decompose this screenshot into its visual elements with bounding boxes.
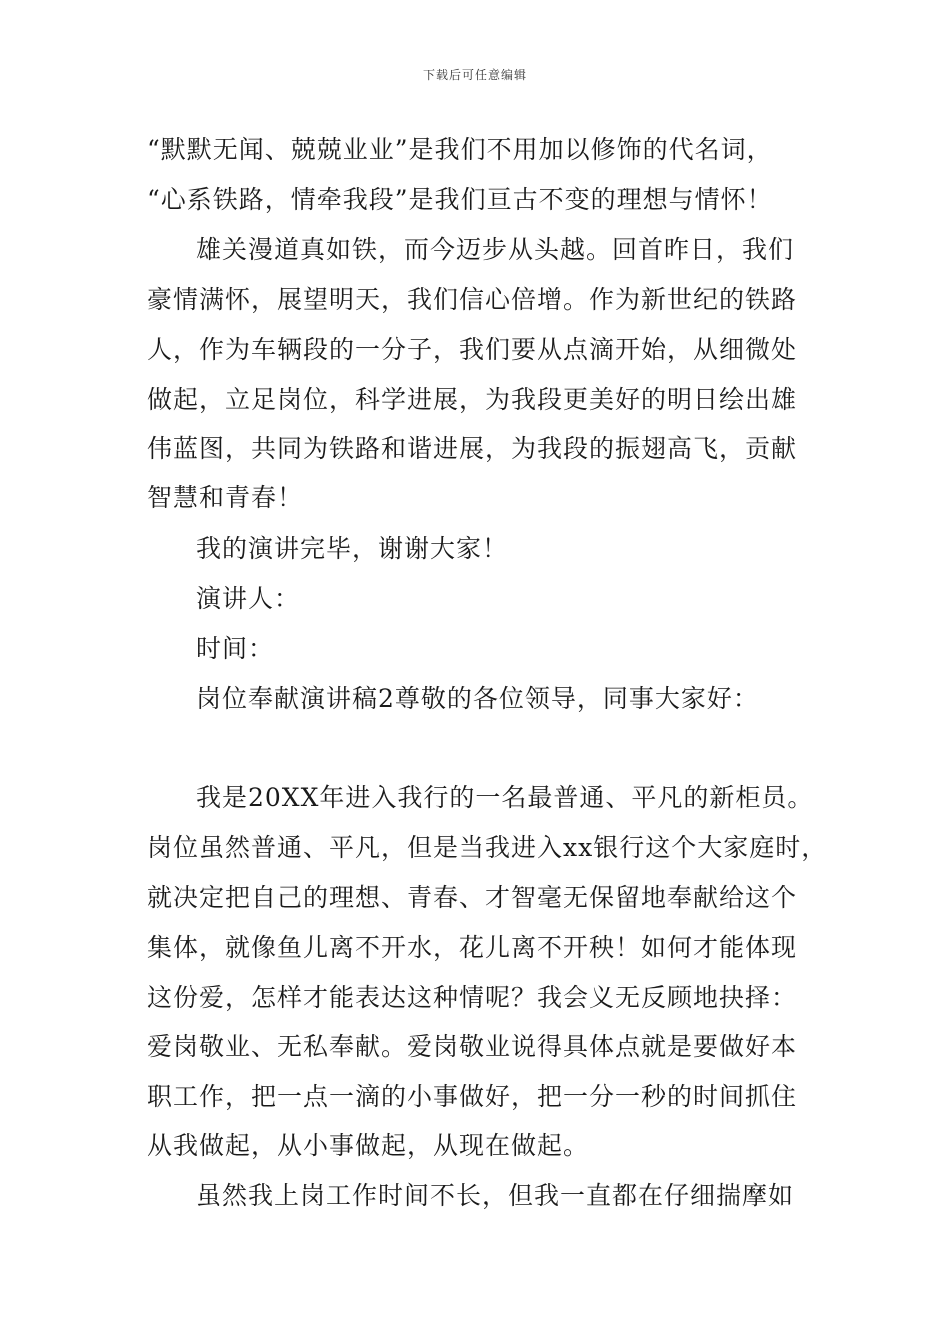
text-line: 人，作为车辆段的一分子，我们要从点滴开始，从细微处: [147, 335, 798, 364]
text-line: 雄关漫道真如铁，而今迈步从头越。回首昨日，我们: [196, 235, 795, 264]
text-line: 伟蓝图，共同为铁路和谐进展，为我段的振翅高飞，贡献: [147, 434, 798, 463]
header-note: 下载后可任意编辑: [422, 68, 527, 82]
text-line: 从我做起，从小事做起，从现在做起。: [147, 1131, 590, 1160]
text-line: 豪情满怀，展望明天，我们信心倍增。作为新世纪的铁路: [147, 285, 798, 314]
text-line: 时间：: [196, 634, 275, 663]
text-line: “心系铁路，情牵我段”是我们亘古不变的理想与情怀！: [147, 185, 773, 214]
text-line: 我的演讲完毕，谢谢大家！: [196, 534, 509, 563]
text-line: 我是20XX年进入我行的一名最普通、平凡的新柜员。: [196, 783, 814, 812]
text-line: 就决定把自己的理想、青春、才智毫无保留地奉献给这个: [147, 883, 798, 912]
text-line: 这份爱，怎样才能表达这种情呢？我会义无反顾地抉择：: [147, 983, 798, 1012]
text-line: 岗位奉献演讲稿2尊敬的各位领导，同事大家好：: [196, 684, 759, 713]
text-line: 集体，就像鱼儿离不开水，花儿离不开秧！如何才能体现: [147, 933, 798, 962]
text-line: “默默无闻、兢兢业业”是我们不用加以修饰的代名词，: [147, 135, 773, 164]
text-line: 职工作，把一点一滴的小事做好，把一分一秒的时间抓住: [147, 1082, 798, 1111]
text-line: 岗位虽然普通、平凡，但是当我进入xx银行这个大家庭时，: [147, 833, 828, 862]
text-line: 爱岗敬业、无私奉献。爱岗敬业说得具体点就是要做好本: [147, 1032, 798, 1061]
text-line: 演讲人：: [196, 584, 301, 613]
text-line: 做起，立足岗位，科学进展，为我段更美好的明日绘出雄: [147, 385, 798, 414]
text-line: 智慧和青春！: [147, 483, 304, 512]
text-line: 虽然我上岗工作时间不长，但我一直都在仔细揣摩如: [196, 1181, 795, 1210]
